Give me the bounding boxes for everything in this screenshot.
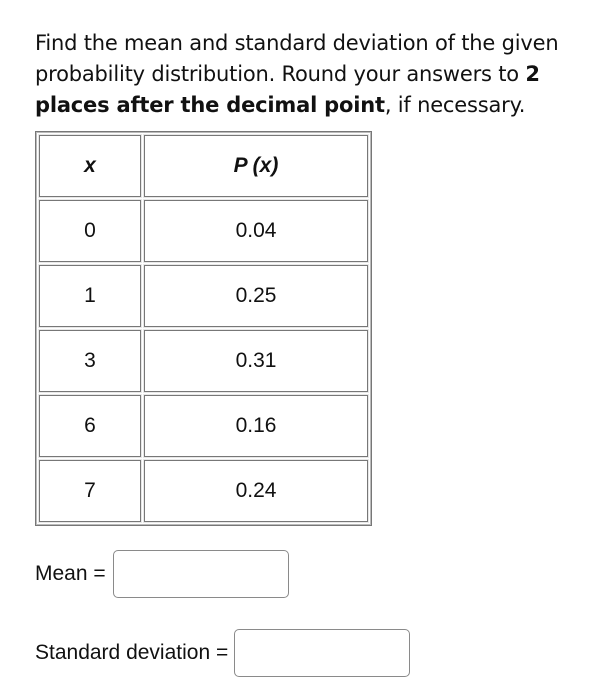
cell-p: 0.31 [144,330,368,392]
sd-row [35,629,410,677]
header-px: P (x) [144,135,368,197]
sd-input[interactable] [234,629,410,677]
table-row [39,330,368,392]
cell-p: 0.25 [144,265,368,327]
cell-p: 0.16 [144,395,368,457]
table-row [39,395,368,457]
probability-table [35,131,372,526]
question-part-1: Find the mean and standard deviation of the given probability distribution. Round your answers to [35,31,559,86]
table-row [39,200,368,262]
mean-label: Mean = [35,562,106,585]
cell-x: 6 [39,395,141,457]
mean-row [35,550,289,598]
cell-x: 1 [39,265,141,327]
table-row [39,265,368,327]
question-text [35,28,595,121]
question-part-2: , if necessary. [384,93,526,117]
header-x: x [39,135,141,197]
mean-input[interactable] [113,550,289,598]
table-row [39,460,368,522]
cell-x: 0 [39,200,141,262]
cell-x: 3 [39,330,141,392]
question-bold-part: 2 places after the decimal point [35,62,540,117]
cell-x: 7 [39,460,141,522]
sd-label: Standard deviation = [35,641,229,664]
cell-p: 0.04 [144,200,368,262]
cell-p: 0.24 [144,460,368,522]
table-header-row [39,135,368,197]
